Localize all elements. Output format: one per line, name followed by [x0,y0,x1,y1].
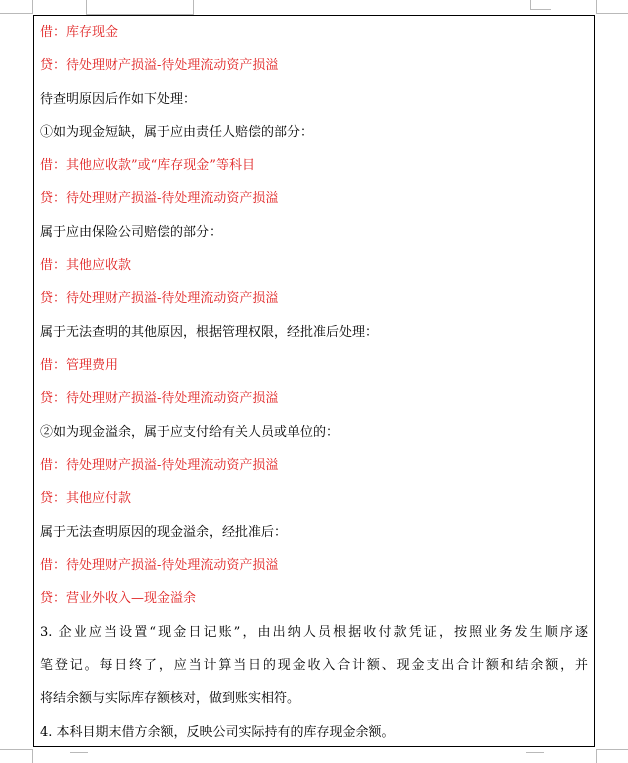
footer-margin-mark-right [526,752,544,763]
paragraph-4: 4. 本科目期末借方余额，反映公司实际持有的库存现金余额。 [40,725,395,740]
paragraph-3-line-3: 将结余额与实际库存额核对，做到账实相符。 [40,691,301,706]
entry-line: 借：库存现金 [40,25,119,40]
entry-line: 贷：待处理财产损溢-待处理流动资产损溢 [40,391,279,406]
entry-line: ①如为现金短缺，属于应由责任人赔偿的部分： [40,125,314,140]
entry-line: ②如为现金溢余，属于应支付给有关人员或单位的： [40,425,340,440]
entry-line: 贷：待处理财产损溢-待处理流动资产损溢 [40,58,279,73]
entry-line: 借：其他应收款 [40,258,132,273]
crop-mark-bottom-right [596,749,628,763]
entry-line: 属于无法查明的其他原因，根据管理权限，经批准后处理： [40,325,379,340]
entry-line: 借：待处理财产损溢-待处理流动资产损溢 [40,458,279,473]
entry-line: 待查明原因后作如下处理： [40,92,197,107]
entry-line: 借：管理费用 [40,358,119,373]
crop-mark-top-right [596,0,628,14]
crop-mark-bottom-left [0,749,33,763]
entry-line: 贷：其他应付款 [40,491,132,506]
entry-line: 借：待处理财产损溢-待处理流动资产损溢 [40,558,279,573]
entry-line: 贷：待处理财产损溢-待处理流动资产损溢 [40,191,279,206]
footer-margin-mark-left [70,752,88,763]
entry-line: 贷：营业外收入—现金溢余 [40,591,197,606]
paragraph-3-line-2: 笔登记。每日终了，应当计算当日的现金收入合计额、现金支出合计额和结余额，并 [40,658,588,673]
entry-line: 借：其他应收款”或“库存现金”等科目 [40,158,255,173]
crop-mark-top-left [0,0,33,14]
entry-line: 贷：待处理财产损溢-待处理流动资产损溢 [40,291,279,306]
paragraph-3 [40,624,588,723]
paragraph-3-line-1: 3. 企业应当设置“现金日记账”，由出纳人员根据收付款凭证，按照业务发生顺序逐 [40,625,588,640]
header-margin-mark [530,0,551,10]
entry-line: 属于应由保险公司赔偿的部分： [40,225,223,240]
entry-line: 属于无法查明原因的现金溢余，经批准后： [40,525,288,540]
header-margin-box [86,0,194,15]
